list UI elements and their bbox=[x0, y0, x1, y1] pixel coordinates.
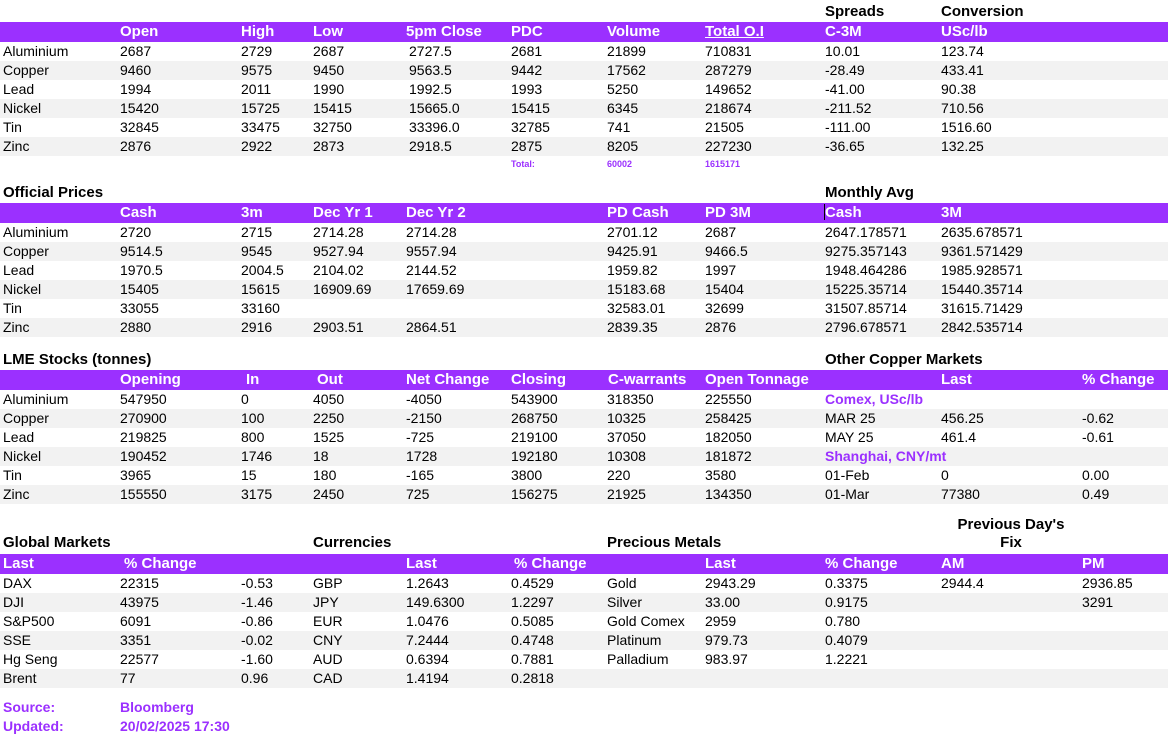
official-prices-title: Official Prices bbox=[3, 184, 104, 201]
table-cell: 2873 bbox=[313, 138, 345, 154]
copper-market-group: Shanghai, CNY/mt bbox=[825, 448, 947, 464]
precious-col-header: Last bbox=[705, 555, 736, 572]
table-cell: 6345 bbox=[607, 100, 639, 116]
table-cell: -0.86 bbox=[241, 613, 273, 629]
global-col-header: Last bbox=[3, 555, 34, 572]
table-cell: 1948.464286 bbox=[825, 262, 907, 278]
metal-name: Lead bbox=[3, 81, 35, 97]
lme-stocks-title: LME Stocks (tonnes) bbox=[3, 351, 152, 368]
currency-code: AUD bbox=[313, 651, 343, 667]
currency-code: GBP bbox=[313, 575, 343, 591]
table-cell: 8205 bbox=[607, 138, 639, 154]
table-cell: 0.4079 bbox=[825, 632, 868, 648]
table-cell: 219825 bbox=[120, 429, 167, 445]
metal-name: Copper bbox=[3, 62, 49, 78]
official-col-header: PD Cash bbox=[607, 204, 669, 221]
table-cell: 1993 bbox=[511, 81, 543, 97]
table-cell: 2647.178571 bbox=[825, 224, 907, 240]
table-cell: 10308 bbox=[607, 448, 646, 464]
official-col-header: 3m bbox=[241, 204, 263, 221]
table-cell: 2727.5 bbox=[409, 43, 452, 59]
other-copper-title: Other Copper Markets bbox=[825, 351, 983, 368]
table-cell: 2796.678571 bbox=[825, 319, 907, 335]
stocks-col-header: C-warrants bbox=[608, 371, 687, 388]
table-cell: 2875 bbox=[511, 138, 543, 154]
table-cell: -0.02 bbox=[241, 632, 273, 648]
table-cell: 9545 bbox=[241, 243, 273, 259]
total-label: Total: bbox=[511, 159, 535, 169]
table-cell: 3580 bbox=[705, 467, 737, 483]
table-cell: 433.41 bbox=[941, 62, 984, 78]
table-cell: 258425 bbox=[705, 410, 752, 426]
source-label: Source: bbox=[3, 699, 56, 715]
table-cell: 43975 bbox=[120, 594, 159, 610]
table-cell: 2714.28 bbox=[406, 224, 457, 240]
currencies-col-header: Last bbox=[406, 555, 437, 572]
table-cell: 741 bbox=[607, 119, 631, 135]
currency-code: EUR bbox=[313, 613, 343, 629]
metal-name: Tin bbox=[3, 300, 22, 316]
table-cell: 9514.5 bbox=[120, 243, 163, 259]
table-cell: 725 bbox=[406, 486, 430, 502]
table-cell: 149.6300 bbox=[406, 594, 465, 610]
table-cell: 32699 bbox=[705, 300, 744, 316]
currencies-title: Currencies bbox=[313, 534, 392, 551]
fix-title: Previous Day's bbox=[957, 516, 1065, 533]
table-cell: 1.0476 bbox=[406, 613, 449, 629]
table-cell: 2729 bbox=[241, 43, 273, 59]
spot-col-header: Low bbox=[313, 23, 343, 40]
table-cell: 543900 bbox=[511, 391, 558, 407]
precious-name: Platinum bbox=[607, 632, 662, 648]
table-cell: 33160 bbox=[241, 300, 280, 316]
contract-label: 01-Mar bbox=[825, 486, 870, 502]
table-cell: 4050 bbox=[313, 391, 345, 407]
table-cell: 318350 bbox=[607, 391, 654, 407]
table-cell: 15420 bbox=[120, 100, 159, 116]
index-name: Brent bbox=[3, 670, 37, 686]
metal-name: Zinc bbox=[3, 486, 30, 502]
spot-header-band bbox=[0, 22, 1168, 42]
table-cell: 33475 bbox=[241, 119, 280, 135]
table-cell: 192180 bbox=[511, 448, 558, 464]
table-cell: 9275.357143 bbox=[825, 243, 907, 259]
contract-label: MAR 25 bbox=[825, 410, 876, 426]
table-cell: 2714.28 bbox=[313, 224, 364, 240]
total-oi: 1615171 bbox=[705, 159, 741, 169]
official-col-header: Cash bbox=[120, 204, 157, 221]
table-cell: 2916 bbox=[241, 319, 273, 335]
table-cell: -36.65 bbox=[825, 138, 865, 154]
monthly-cash-header: Cash bbox=[825, 204, 862, 221]
table-cell: 1.2643 bbox=[406, 575, 449, 591]
table-cell: 17659.69 bbox=[406, 281, 465, 297]
table-cell: 0.96 bbox=[241, 670, 269, 686]
metal-name: Zinc bbox=[3, 138, 30, 154]
row-stripe bbox=[0, 99, 1168, 118]
table-cell: 225550 bbox=[705, 391, 752, 407]
metal-name: Lead bbox=[3, 262, 35, 278]
table-cell: 9466.5 bbox=[705, 243, 748, 259]
index-name: DJI bbox=[3, 594, 24, 610]
table-cell: 2250 bbox=[313, 410, 345, 426]
metal-name: Nickel bbox=[3, 100, 42, 116]
table-cell: 979.73 bbox=[705, 632, 748, 648]
table-cell: 0.6394 bbox=[406, 651, 449, 667]
table-cell: 2842.535714 bbox=[941, 319, 1023, 335]
table-cell: 2701.12 bbox=[607, 224, 658, 240]
total-volume: 60002 bbox=[607, 159, 633, 169]
table-cell: 32845 bbox=[120, 119, 159, 135]
table-cell: 21505 bbox=[705, 119, 744, 135]
copper-market-group: Comex, USc/lb bbox=[825, 391, 924, 407]
table-cell: 132.25 bbox=[941, 138, 984, 154]
table-cell: 9442 bbox=[511, 62, 543, 78]
table-cell: 33396.0 bbox=[409, 119, 460, 135]
table-cell: 2450 bbox=[313, 486, 345, 502]
source-value: Bloomberg bbox=[120, 699, 194, 715]
table-cell: 33055 bbox=[120, 300, 159, 316]
table-cell: 0.49 bbox=[1082, 486, 1110, 502]
precious-name: Palladium bbox=[607, 651, 669, 667]
currency-code: JPY bbox=[313, 594, 339, 610]
stocks-col-header: Opening bbox=[120, 371, 181, 388]
table-cell: 227230 bbox=[705, 138, 752, 154]
metal-name: Copper bbox=[3, 410, 49, 426]
table-cell: 1970.5 bbox=[120, 262, 163, 278]
table-cell: 77 bbox=[120, 670, 136, 686]
index-name: DAX bbox=[3, 575, 32, 591]
index-name: SSE bbox=[3, 632, 32, 648]
table-cell: 9425.91 bbox=[607, 243, 658, 259]
table-cell: 31615.71429 bbox=[941, 300, 1023, 316]
table-cell: 2876 bbox=[705, 319, 737, 335]
table-cell: 0.9175 bbox=[825, 594, 868, 610]
official-col-header: PD 3M bbox=[705, 204, 751, 221]
currency-code: CNY bbox=[313, 632, 343, 648]
table-cell: 77380 bbox=[941, 486, 980, 502]
metal-name: Aluminium bbox=[3, 224, 69, 240]
table-cell: 220 bbox=[607, 467, 631, 483]
contract-label: 01-Feb bbox=[825, 467, 870, 483]
fix-pm-header: PM bbox=[1082, 555, 1105, 572]
metal-name: Lead bbox=[3, 429, 35, 445]
table-cell: 2011 bbox=[241, 81, 272, 97]
table-cell: 268750 bbox=[511, 410, 558, 426]
table-cell: 2635.678571 bbox=[941, 224, 1023, 240]
table-cell: 0.4748 bbox=[511, 632, 554, 648]
table-cell: 2876 bbox=[120, 138, 152, 154]
table-cell: 1.2297 bbox=[511, 594, 554, 610]
table-cell: 2839.35 bbox=[607, 319, 658, 335]
table-cell: 547950 bbox=[120, 391, 167, 407]
precious-name: Silver bbox=[607, 594, 643, 610]
table-cell: -211.52 bbox=[825, 100, 872, 116]
table-cell: 156275 bbox=[511, 486, 558, 502]
stocks-col-header: Open Tonnage bbox=[705, 371, 809, 388]
table-cell: 0.00 bbox=[1082, 467, 1110, 483]
stocks-col-header: Net Change bbox=[406, 371, 490, 388]
table-cell: 6091 bbox=[120, 613, 152, 629]
metal-name: Tin bbox=[3, 119, 22, 135]
stocks-col-header: Out bbox=[317, 371, 343, 388]
table-cell: 134350 bbox=[705, 486, 752, 502]
table-cell: -0.62 bbox=[1082, 410, 1114, 426]
table-cell: -28.49 bbox=[825, 62, 865, 78]
table-cell: 9361.571429 bbox=[941, 243, 1023, 259]
table-cell: 10325 bbox=[607, 410, 646, 426]
table-cell: 2687 bbox=[313, 43, 345, 59]
fix-am-header: AM bbox=[941, 555, 965, 572]
global-markets-title: Global Markets bbox=[3, 534, 111, 551]
table-cell: 710.56 bbox=[941, 100, 984, 116]
metal-name: Copper bbox=[3, 243, 49, 259]
row-stripe bbox=[0, 593, 1168, 612]
row-stripe bbox=[0, 669, 1168, 688]
table-cell: 180 bbox=[313, 467, 337, 483]
table-cell: 2687 bbox=[120, 43, 152, 59]
currency-code: CAD bbox=[313, 670, 343, 686]
table-cell: 0.780 bbox=[825, 613, 861, 629]
table-cell: -4050 bbox=[406, 391, 442, 407]
table-cell: 1746 bbox=[241, 448, 273, 464]
table-cell: 123.74 bbox=[941, 43, 984, 59]
precious-name: Gold Comex bbox=[607, 613, 685, 629]
table-cell: 1525 bbox=[313, 429, 345, 445]
row-stripe bbox=[0, 447, 1168, 466]
index-name: Hg Seng bbox=[3, 651, 58, 667]
table-cell: 15405 bbox=[120, 281, 159, 297]
table-cell: 2004.5 bbox=[241, 262, 284, 278]
global-col-header: % Change bbox=[124, 555, 197, 572]
table-cell: 0.7881 bbox=[511, 651, 554, 667]
table-cell: 3351 bbox=[120, 632, 152, 648]
table-cell: 2943.29 bbox=[705, 575, 756, 591]
table-cell: 32785 bbox=[511, 119, 550, 135]
conversion-title: Conversion bbox=[941, 3, 1024, 20]
table-cell: -111.00 bbox=[825, 119, 871, 135]
spot-col-header: Total O.I bbox=[705, 23, 764, 40]
table-cell: 1992.5 bbox=[409, 81, 452, 97]
table-cell: 1990 bbox=[313, 81, 345, 97]
row-stripe bbox=[0, 409, 1168, 428]
table-cell: 22577 bbox=[120, 651, 159, 667]
silver-fix-pm: 3291 bbox=[1082, 594, 1114, 610]
spreads-title: Spreads bbox=[825, 3, 885, 20]
precious-col-header: % Change bbox=[825, 555, 898, 572]
table-cell: -41.00 bbox=[825, 81, 865, 97]
table-cell: 0 bbox=[941, 467, 949, 483]
metal-name: Nickel bbox=[3, 448, 42, 464]
table-cell: 9575 bbox=[241, 62, 273, 78]
fix-title-line2: Fix bbox=[1000, 534, 1022, 551]
table-cell: 15415 bbox=[313, 100, 352, 116]
table-cell: 0.4529 bbox=[511, 575, 554, 591]
spot-col-header: 5pm Close bbox=[406, 23, 482, 40]
table-cell: 3965 bbox=[120, 467, 152, 483]
conversion-col-header: USc/lb bbox=[941, 23, 988, 40]
table-cell: 15665.0 bbox=[409, 100, 460, 116]
table-cell: 15 bbox=[241, 467, 257, 483]
table-cell: 3175 bbox=[241, 486, 273, 502]
table-cell: 1.4194 bbox=[406, 670, 449, 686]
table-cell: -165 bbox=[406, 467, 435, 483]
table-cell: 1994 bbox=[120, 81, 152, 97]
contract-label: MAY 25 bbox=[825, 429, 874, 445]
table-cell: 9450 bbox=[313, 62, 345, 78]
table-cell: 7.2444 bbox=[406, 632, 449, 648]
spot-col-header: High bbox=[241, 23, 275, 40]
spot-col-header: Volume bbox=[607, 23, 661, 40]
updated-label: Updated: bbox=[3, 718, 64, 734]
index-name: S&P500 bbox=[3, 613, 55, 629]
table-cell: 461.4 bbox=[941, 429, 977, 445]
table-cell: 15415 bbox=[511, 100, 550, 116]
row-stripe bbox=[0, 61, 1168, 80]
table-cell: -2150 bbox=[406, 410, 442, 426]
currencies-col-header: % Change bbox=[514, 555, 587, 572]
table-cell: 181872 bbox=[705, 448, 752, 464]
table-cell: -1.46 bbox=[241, 594, 273, 610]
monthly-3m-header: 3M bbox=[941, 204, 962, 221]
table-cell: 287279 bbox=[705, 62, 752, 78]
table-cell: 0.5085 bbox=[511, 613, 554, 629]
table-cell: 90.38 bbox=[941, 81, 977, 97]
table-cell: 1997 bbox=[705, 262, 737, 278]
table-cell: 983.97 bbox=[705, 651, 748, 667]
text-cursor bbox=[824, 204, 825, 220]
table-cell: 31507.85714 bbox=[825, 300, 907, 316]
table-cell: 2959 bbox=[705, 613, 737, 629]
table-cell: 182050 bbox=[705, 429, 752, 445]
stocks-col-header: Closing bbox=[511, 371, 566, 388]
stocks-col-header: In bbox=[246, 371, 260, 388]
table-cell: 800 bbox=[241, 429, 265, 445]
table-cell: 22315 bbox=[120, 575, 159, 591]
copper-change-header: % Change bbox=[1082, 371, 1155, 388]
table-cell: 456.25 bbox=[941, 410, 984, 426]
metal-name: Aluminium bbox=[3, 391, 69, 407]
table-cell: 2104.02 bbox=[313, 262, 364, 278]
metal-name: Zinc bbox=[3, 319, 30, 335]
metal-name: Aluminium bbox=[3, 43, 69, 59]
table-cell: 1.2221 bbox=[825, 651, 868, 667]
table-cell: 2681 bbox=[511, 43, 543, 59]
table-cell: 2864.51 bbox=[406, 319, 457, 335]
table-cell: 2715 bbox=[241, 224, 273, 240]
gold-fix-am: 2944.4 bbox=[941, 575, 984, 591]
table-cell: 155550 bbox=[120, 486, 167, 502]
monthly-avg-title: Monthly Avg bbox=[825, 184, 914, 201]
updated-value: 20/02/2025 17:30 bbox=[120, 718, 230, 734]
spreads-col-header: C-3M bbox=[825, 23, 862, 40]
official-header-band bbox=[0, 203, 1168, 223]
table-cell: 100 bbox=[241, 410, 265, 426]
row-stripe bbox=[0, 631, 1168, 650]
copper-last-header: Last bbox=[941, 371, 972, 388]
official-col-header: Dec Yr 2 bbox=[406, 204, 466, 221]
table-cell: 270900 bbox=[120, 410, 167, 426]
table-cell: 219100 bbox=[511, 429, 558, 445]
precious-name: Gold bbox=[607, 575, 637, 591]
official-col-header: Dec Yr 1 bbox=[313, 204, 373, 221]
table-cell: 0 bbox=[241, 391, 249, 407]
table-cell: 1985.928571 bbox=[941, 262, 1023, 278]
table-cell: 2922 bbox=[241, 138, 273, 154]
row-stripe bbox=[0, 485, 1168, 504]
table-cell: 2687 bbox=[705, 224, 737, 240]
table-cell: 21899 bbox=[607, 43, 646, 59]
table-cell: 218674 bbox=[705, 100, 752, 116]
spot-col-header: PDC bbox=[511, 23, 543, 40]
table-cell: 21925 bbox=[607, 486, 646, 502]
metal-name: Nickel bbox=[3, 281, 42, 297]
table-cell: 710831 bbox=[705, 43, 752, 59]
table-cell: 2720 bbox=[120, 224, 152, 240]
table-cell: 2903.51 bbox=[313, 319, 364, 335]
table-cell: 0.3375 bbox=[825, 575, 868, 591]
table-cell: 10.01 bbox=[825, 43, 861, 59]
table-cell: 15440.35714 bbox=[941, 281, 1023, 297]
table-cell: 1959.82 bbox=[607, 262, 658, 278]
table-cell: 15225.35714 bbox=[825, 281, 907, 297]
table-cell: 5250 bbox=[607, 81, 639, 97]
table-cell: -1.60 bbox=[241, 651, 273, 667]
table-cell: 9557.94 bbox=[406, 243, 457, 259]
spot-col-header: Open bbox=[120, 23, 159, 40]
table-cell: 33.00 bbox=[705, 594, 741, 610]
table-cell: 9563.5 bbox=[409, 62, 452, 78]
table-cell: 1728 bbox=[406, 448, 438, 464]
table-cell: 15183.68 bbox=[607, 281, 666, 297]
table-cell: 3800 bbox=[511, 467, 543, 483]
table-cell: -725 bbox=[406, 429, 435, 445]
table-cell: 15615 bbox=[241, 281, 280, 297]
table-cell: 9460 bbox=[120, 62, 152, 78]
row-stripe bbox=[0, 137, 1168, 156]
table-cell: 2144.52 bbox=[406, 262, 457, 278]
table-cell: 15404 bbox=[705, 281, 744, 297]
table-cell: 32750 bbox=[313, 119, 352, 135]
table-cell: 17562 bbox=[607, 62, 646, 78]
metal-name: Tin bbox=[3, 467, 22, 483]
table-cell: 18 bbox=[313, 448, 329, 464]
table-cell: 37050 bbox=[607, 429, 646, 445]
table-cell: 2918.5 bbox=[409, 138, 452, 154]
table-cell: 0.2818 bbox=[511, 670, 554, 686]
table-cell: 15725 bbox=[241, 100, 280, 116]
table-cell: -0.61 bbox=[1082, 429, 1114, 445]
table-cell: 2880 bbox=[120, 319, 152, 335]
gold-fix-pm: 2936.85 bbox=[1082, 575, 1133, 591]
table-cell: -0.53 bbox=[241, 575, 273, 591]
table-cell: 149652 bbox=[705, 81, 752, 97]
table-cell: 32583.01 bbox=[607, 300, 666, 316]
table-cell: 16909.69 bbox=[313, 281, 372, 297]
table-cell: 9527.94 bbox=[313, 243, 364, 259]
table-cell: 1516.60 bbox=[941, 119, 992, 135]
table-cell: 190452 bbox=[120, 448, 167, 464]
precious-metals-title: Precious Metals bbox=[607, 534, 722, 551]
